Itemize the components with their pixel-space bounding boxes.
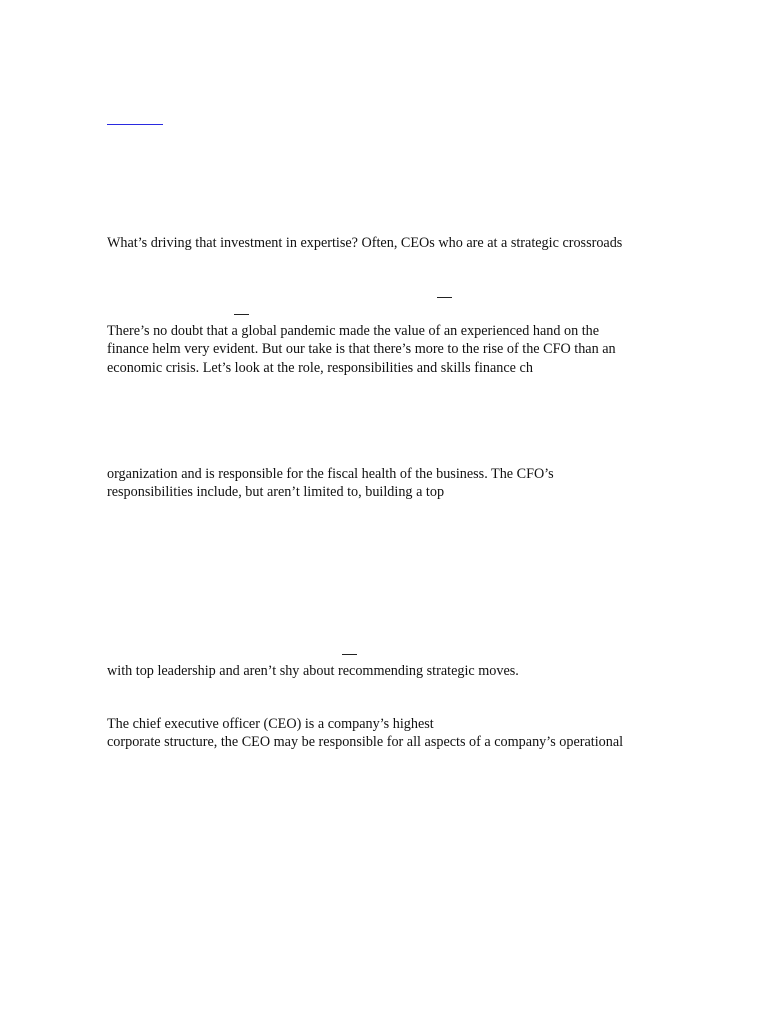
em-dash-mark <box>234 314 249 315</box>
text-line: corporate structure, the CEO may be responsible for all aspects of a company’s operational <box>107 734 624 751</box>
paragraph-cfo-responsibilities <box>107 465 554 502</box>
text-line: There’s no doubt that a global pandemic made the value of an experienced hand on the <box>107 323 600 339</box>
em-dash-mark <box>437 297 452 298</box>
text-line: economic crisis. Let’s look at the role, responsibilities and skills finance ch <box>107 359 533 376</box>
paragraph-ceo-definition <box>107 715 623 752</box>
text-line: What’s driving that investment in expertise? Often, CEOs who are at a strategic crossroads <box>107 235 623 251</box>
paragraph-top-leadership <box>107 662 519 680</box>
em-dash-mark <box>342 654 357 655</box>
text-line: The chief executive officer (CEO) is a company’s highest <box>107 716 434 732</box>
text-line: organization and is responsible for the fiscal health of the business. The CFO’s <box>107 466 554 482</box>
paragraph-investment-expertise <box>107 234 622 252</box>
text-line: responsibilities include, but aren’t limited to, building a top <box>107 484 445 501</box>
text-line: with top leadership and aren’t shy about recommending strategic moves. <box>107 663 519 679</box>
hyperlink-underline[interactable] <box>107 124 163 125</box>
text-line: finance helm very evident. But our take is that there’s more to the rise of the CFO than an <box>107 341 616 358</box>
paragraph-global-pandemic <box>107 322 616 377</box>
